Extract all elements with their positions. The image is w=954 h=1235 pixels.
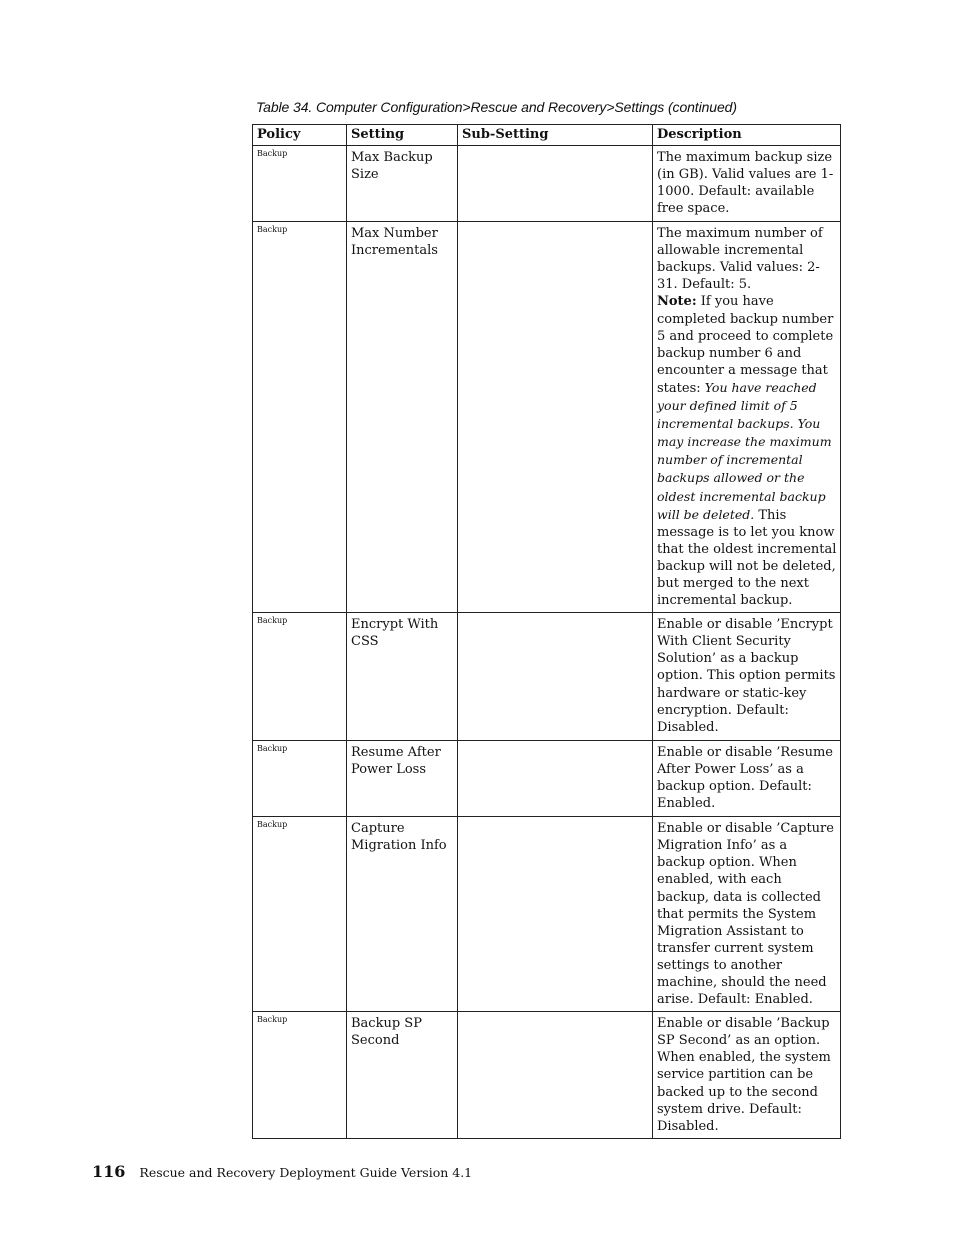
setting-cell: Encrypt With CSS xyxy=(347,613,458,741)
header-setting: Setting xyxy=(347,125,458,146)
header-subsetting: Sub-Setting xyxy=(458,125,653,146)
setting-cell: Capture Migration Info xyxy=(347,817,458,1012)
table-header-row xyxy=(253,125,841,146)
table-row xyxy=(253,817,841,1012)
document-title: Rescue and Recovery Deployment Guide Version 4.1 xyxy=(139,1165,473,1180)
subsetting-cell xyxy=(458,146,653,222)
description-cell: Enable or disable ’Resume After Power Loss’ as a backup option. Default: Enabled. xyxy=(653,741,841,817)
table-row xyxy=(253,741,841,817)
policy-cell: Backup xyxy=(253,741,347,817)
header-description: Description xyxy=(653,125,841,146)
table-row xyxy=(253,146,841,222)
policy-cell: Backup xyxy=(253,817,347,1012)
subsetting-cell xyxy=(458,613,653,741)
header-policy: Policy xyxy=(253,125,347,146)
table-row xyxy=(253,1012,841,1139)
subsetting-cell xyxy=(458,741,653,817)
subsetting-cell xyxy=(458,222,653,613)
description-cell: Enable or disable ’Capture Migration Info’ as a backup option. When enabled, with each backup, data is collected that permits the System Migration Assistant to transfer current system settings to another machine, should the need arise. Default: Enabled. xyxy=(653,817,841,1012)
description-text: The maximum number of allowable incremental backups. Valid values: 2-31. Default: 5. xyxy=(657,226,823,293)
page-number: 116 xyxy=(92,1162,126,1181)
description-cell: The maximum backup size (in GB). Valid values are 1-1000. Default: available free space. xyxy=(653,146,841,222)
policy-cell: Backup xyxy=(253,222,347,613)
description-cell xyxy=(653,222,841,613)
policy-cell: Backup xyxy=(253,146,347,222)
note-label: Note: xyxy=(657,294,697,310)
table-row xyxy=(253,613,841,741)
note-tail: This message is to let you know that the oldest incremental backup will not be deleted, but merged to the next incremental backup. xyxy=(657,507,837,609)
description-cell: Enable or disable ’Backup SP Second’ as an option. When enabled, the system service partition can be backed up to the second system drive. Default: Disabled. xyxy=(653,1012,841,1139)
setting-cell: Max Backup Size xyxy=(347,146,458,222)
subsetting-cell xyxy=(458,1012,653,1139)
table-row xyxy=(253,222,841,613)
policy-cell: Backup xyxy=(253,1012,347,1139)
description-cell: Enable or disable ’Encrypt With Client Security Solution’ as a backup option. This option permits hardware or static-key encryption. Default: Disabled. xyxy=(653,613,841,741)
subsetting-cell xyxy=(458,817,653,1012)
note-message: You have reached your defined limit of 5 incremental backups. You may increase the maximum number of incremental backups allowed or the oldest incremental backup will be deleted. xyxy=(657,379,832,522)
setting-cell: Resume After Power Loss xyxy=(347,741,458,817)
note-text: If you have completed backup number 5 and proceed to complete backup number 6 and encounter a message that states: xyxy=(657,294,834,396)
settings-table xyxy=(252,124,841,1139)
setting-cell: Backup SP Second xyxy=(347,1012,458,1139)
table-caption: Table 34. Computer Configuration>Rescue and Recovery>Settings (continued) xyxy=(256,99,737,115)
setting-cell: Max Number Incrementals xyxy=(347,222,458,613)
page-footer xyxy=(92,1162,472,1181)
policy-cell: Backup xyxy=(253,613,347,741)
